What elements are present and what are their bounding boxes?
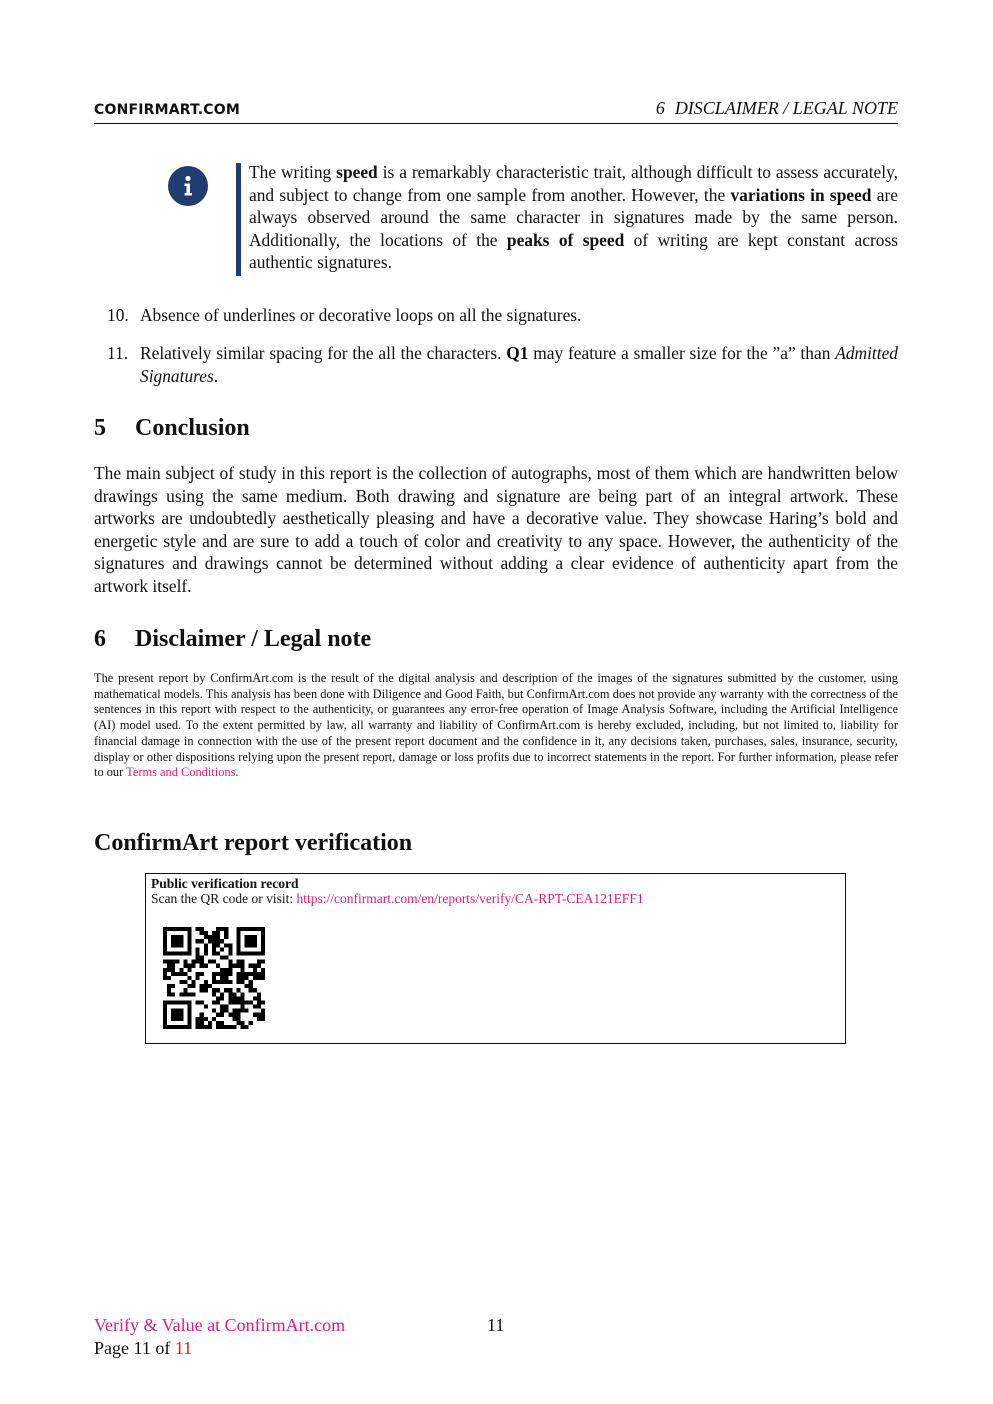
list-text-part: Relatively similar spacing for the all the characters. — [140, 343, 507, 363]
page-total-link[interactable]: 11 — [174, 1338, 193, 1358]
callout-text-part: The writing — [249, 162, 337, 182]
list-item — [94, 304, 898, 328]
verification-record-title: Public verification record — [151, 876, 299, 891]
callout-text-part: are always observed around the same character in signatures made by the same person. Additionally, the locations of the — [249, 184, 899, 250]
running-header — [94, 98, 898, 124]
list-italic-admitted: Admitted Signatures — [140, 343, 898, 386]
section-title: Disclaimer / Legal note — [135, 626, 372, 652]
page-of-prefix: Page 11 of — [94, 1338, 175, 1358]
footer-page-number: 11 — [487, 1315, 505, 1335]
list-item-text: Absence of underlines or decorative loops on all the signatures. — [140, 305, 582, 325]
running-section-number: 6 — [655, 98, 665, 118]
callout-bold-variations: variations in speed — [730, 184, 872, 205]
callout-bold-speed: speed — [336, 162, 378, 182]
confirmart-logo: CONFIRMART.COM — [94, 102, 241, 118]
running-section-label: DISCLAIMER / LEGAL NOTE — [674, 98, 898, 118]
disclaimer-end: . — [235, 765, 239, 780]
info-icon — [168, 166, 208, 206]
section-title: Conclusion — [135, 415, 250, 441]
terms-and-conditions-link[interactable]: Terms and Conditions — [126, 765, 236, 780]
section-number: 6 — [94, 626, 106, 652]
section-heading-conclusion — [94, 415, 250, 442]
footer-brand-link[interactable]: Verify & Value at ConfirmArt.com — [94, 1315, 346, 1335]
verification-record-box — [145, 873, 846, 1044]
verification-heading: ConfirmArt report verification — [94, 830, 413, 856]
scan-instruction: Scan the QR code or visit: — [151, 891, 297, 906]
list-item-number: 10. — [107, 305, 129, 325]
list-item-text — [140, 342, 898, 387]
disclaimer-paragraph — [94, 671, 898, 781]
callout-text-part: is a remarkably characteristic trait, although difficult to assess accurately, and subject to change from one sample from another. However, the — [249, 162, 898, 205]
callout-bold-peaks: peaks of speed — [506, 229, 625, 250]
list-item — [94, 342, 898, 388]
callout-accent-bar — [236, 163, 241, 276]
qr-code[interactable] — [163, 927, 265, 1029]
callout-text-part: of writing are kept constant across authentic signatures. — [249, 229, 898, 273]
speed-note-callout — [249, 161, 898, 274]
conclusion-paragraph: The main subject of study in this report is the collection of autographs, most of them which are handwritten below drawings using the same medium. Both drawing and signature are being part of an integral artwork. These artworks are undoubtedly aesthetically pleasing and have a decorative value. They showcase Haring’s bold and energetic style and are sure to add a touch of color and creativity to any space. However, the authenticity of the signatures and drawings cannot be determined without adding a clear evidence of authenticity apart from the artwork itself. — [94, 463, 898, 596]
list-item-number: 11. — [107, 343, 129, 363]
verification-url-link[interactable]: https://confirmart.com/en/reports/verify/CA-RPT-CEA121EFF1 — [296, 891, 644, 906]
list-text-part: may feature a smaller size for the ”a” than — [528, 343, 836, 363]
footer-page-of — [94, 1338, 192, 1359]
disclaimer-text: The present report by ConfirmArt.com is the result of the digital analysis and description of the images of the signatures submitted by the customer, using mathematical models. This analysis has been done with Diligence and Good Faith, but ConfirmArt.com does not provide any warranty with the correctness of the sentences in this report with respect to the authenticity, or guarantees any error-free operation of Image Analysis Software, including the Artificial Intelligence (AI) model used. To the extent permitted by law, all warranty and liability of ConfirmArt.com is hereby excluded, including, but not limited to, liability for financial damage in connection with the use of the present report document and the confidence in it, any decisions taken, purchases, sales, insurance, security, display or other dispositions relying upon the present report, damage or loss profits due to incorrect statements in the report. For further information, please refer to our — [94, 671, 898, 780]
list-text-part: . — [213, 365, 219, 386]
section-heading-disclaimer — [94, 626, 371, 653]
list-bold-q1: Q1 — [506, 343, 529, 363]
verification-scan-line — [151, 891, 644, 907]
running-section-title — [656, 98, 898, 119]
section-number: 5 — [94, 415, 106, 441]
